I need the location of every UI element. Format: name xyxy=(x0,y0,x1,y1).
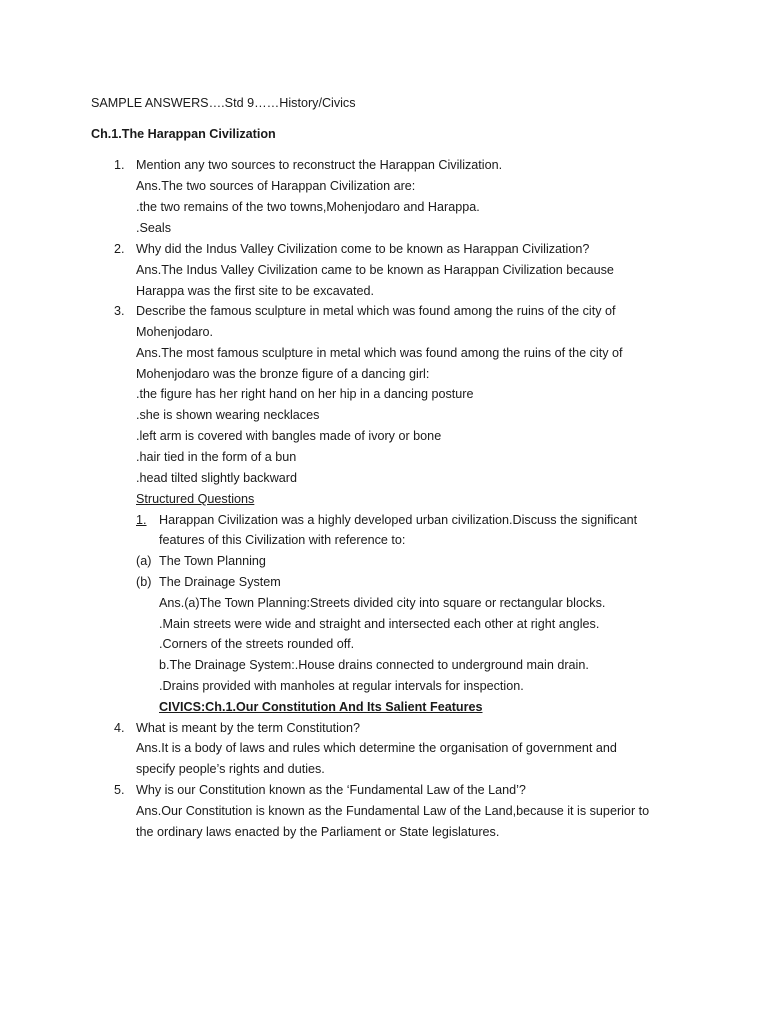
answer-line: .hair tied in the form of a bun xyxy=(136,450,297,464)
question-text: Mention any two sources to reconstruct the Harappan Civilization. xyxy=(136,158,503,172)
question-text: Mohenjodaro. xyxy=(136,325,214,339)
structured-questions-heading: Structured Questions xyxy=(136,492,255,506)
answer-line: .she is shown wearing necklaces xyxy=(136,408,320,422)
answer-line: .left arm is covered with bangles made of ivory or bone xyxy=(136,429,442,443)
answer-line: .the figure has her right hand on her hip in a dancing posture xyxy=(136,387,474,401)
answer-line: .Seals xyxy=(136,221,172,235)
part-label: (a) xyxy=(136,554,152,568)
answer-line: .Corners of the streets rounded off. xyxy=(159,637,355,651)
answer-line: b.The Drainage System:.House drains connected to underground main drain. xyxy=(159,658,589,672)
answer-line: Ans.The most famous sculpture in metal which was found among the ruins of the city of xyxy=(136,346,623,360)
document-title: SAMPLE ANSWERS….Std 9……History/Civics xyxy=(91,96,356,110)
answer-line: Ans.The two sources of Harappan Civilization are: xyxy=(136,179,416,193)
question-text: Harappan Civilization was a highly developed urban civilization.Discuss the significant xyxy=(159,513,638,527)
question-text: features of this Civilization with reference to: xyxy=(159,533,406,547)
answer-line: .the two remains of the two towns,Mohenjodaro and Harappa. xyxy=(136,200,480,214)
question-text: Why is our Constitution known as the ‘Fundamental Law of the Land’? xyxy=(136,783,526,797)
question-text: What is meant by the term Constitution? xyxy=(136,721,360,735)
answer-line: Ans.Our Constitution is known as the Fundamental Law of the Land,because it is superior to xyxy=(136,804,650,818)
answer-line: Mohenjodaro was the bronze figure of a dancing girl: xyxy=(136,367,430,381)
answer-line: .Drains provided with manholes at regular intervals for inspection. xyxy=(159,679,524,693)
answer-line: Ans.It is a body of laws and rules which determine the organisation of government and xyxy=(136,741,617,755)
question-number: 5. xyxy=(114,783,125,797)
part-text: The Drainage System xyxy=(159,575,281,589)
answer-line: Ans.(a)The Town Planning:Streets divided city into square or rectangular blocks. xyxy=(159,596,606,610)
answer-line: the ordinary laws enacted by the Parliament or State legislatures. xyxy=(136,825,500,839)
answer-line: .head tilted slightly backward xyxy=(136,471,298,485)
question-number: 3. xyxy=(114,304,125,318)
answer-line: .Main streets were wide and straight and intersected each other at right angles. xyxy=(159,617,600,631)
answer-line: Ans.The Indus Valley Civilization came to be known as Harappan Civilization because xyxy=(136,263,614,277)
answer-line: specify people’s rights and duties. xyxy=(136,762,325,776)
question-text: Describe the famous sculpture in metal which was found among the ruins of the city of xyxy=(136,304,616,318)
question-number: 2. xyxy=(114,242,125,256)
answer-line: Harappa was the first site to be excavated. xyxy=(136,284,375,298)
part-text: The Town Planning xyxy=(159,554,266,568)
part-label: (b) xyxy=(136,575,152,589)
question-number: 1. xyxy=(136,513,147,527)
question-number: 1. xyxy=(114,158,125,172)
question-number: 4. xyxy=(114,721,125,735)
chapter-heading: Ch.1.The Harappan Civilization xyxy=(91,127,276,141)
civics-heading: CIVICS:Ch.1.Our Constitution And Its Salient Features xyxy=(159,700,483,714)
question-text: Why did the Indus Valley Civilization come to be known as Harappan Civilization? xyxy=(136,242,590,256)
